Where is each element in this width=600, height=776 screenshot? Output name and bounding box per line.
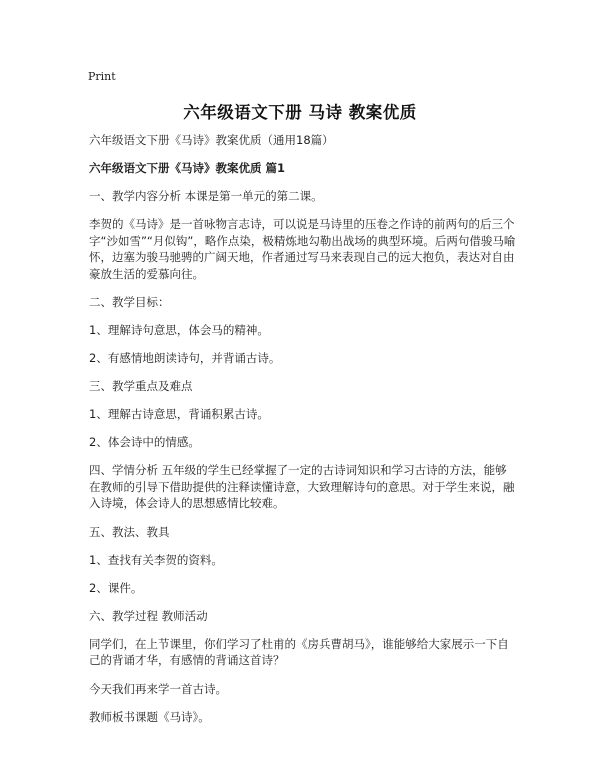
paragraph: 四、学情分析 五年级的学生已经掌握了一定的古诗词知识和学习古诗的方法，能够在教师的引导下借助提供的注释读懂诗意，大致理解诗句的意思。对于学生来说，融入诗境，体会诗人的思想感情比较难。	[89, 463, 515, 510]
paragraph: 今天我们再来学一首古诗。	[89, 681, 227, 696]
list-item: 1、理解古诗意思，背诵积累古诗。	[89, 407, 269, 421]
paragraph: 六、教学过程 教师活动	[89, 608, 208, 623]
subtitle: 六年级语文下册《马诗》教案优质（通用18篇）	[89, 133, 334, 147]
page-title: 六年级语文下册 马诗 教案优质	[183, 103, 417, 122]
list-item: 2、有感情地朗读诗句，并背诵古诗。	[89, 351, 281, 365]
document-body	[89, 132, 517, 737]
list-item: 2、体会诗中的情感。	[89, 435, 200, 449]
paragraph: 教师板书课题《马诗》。	[89, 709, 210, 724]
paragraph: 李贺的《马诗》是一首咏物言志诗，可以说是马诗里的压卷之作诗的前两句的后三个字“沙如雪”“月似钩”，略作点染，极精炼地勾勒出战场的典型环境。后两句借骏马喻怀，边塞为骏马驰骋的广阔天地，作者通过写马来表现自己的远大抱负，表达对自由豪放生活的爱慕向往。	[89, 217, 516, 281]
list-item: 1、理解诗句意思，体会马的精神。	[89, 323, 269, 337]
paragraph: 同学们，在上节课里，你们学习了杜甫的《房兵曹胡马》，谁能够给大家展示一下自己的背诵才华，有感情的背诵这首诗？	[89, 636, 509, 667]
list-item: 2、课件。	[89, 580, 143, 595]
paragraph: 二、教学目标：	[89, 295, 170, 309]
section-heading: 六年级语文下册《马诗》教案优质 篇1	[89, 161, 286, 175]
paragraph: 三、教学重点及难点	[89, 379, 193, 393]
paragraph: 五、教法、教具	[89, 524, 170, 539]
paragraph: 一、教学内容分析 本课是第一单元的第二课。	[89, 189, 323, 203]
print-link[interactable]: Print	[88, 70, 116, 83]
list-item: 1、查找有关李贺的资料。	[89, 552, 223, 567]
